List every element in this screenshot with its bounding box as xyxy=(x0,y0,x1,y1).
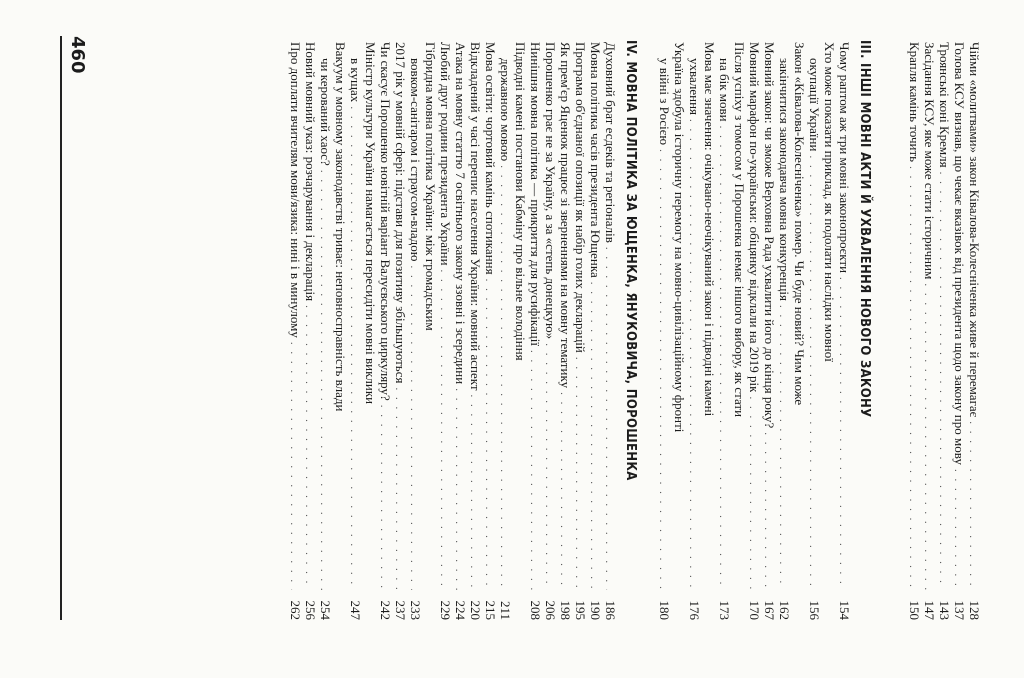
toc-entry-title: 2017 рік у мовній сфері: підстави для позитиву збільшуються xyxy=(393,42,408,384)
toc-leader-dots xyxy=(760,432,775,590)
toc-entry-title: Мовний закон: чи зможе Верховна Рада ухвалити його до кінця року? xyxy=(762,42,777,429)
toc-entry-page: 147 xyxy=(922,600,937,620)
section-title-4: IV. МОВНА ПОЛІТИКА ЗА ЮЩЕНКА, ЯНУКОВИЧА, ПОРОШЕНКА xyxy=(623,40,638,481)
toc-leader-dots xyxy=(451,388,466,590)
toc-leader-dots xyxy=(655,149,670,590)
toc-entry xyxy=(603,42,618,620)
toc-entry-page: 229 xyxy=(438,600,453,620)
toc-entry xyxy=(378,42,393,620)
toc-leader-dots xyxy=(586,282,601,590)
toc-entry-page: 237 xyxy=(393,600,408,620)
toc-entry-title: Відкладений у часі перепис населення України: мовний аспект xyxy=(468,42,483,391)
toc-entry xyxy=(762,42,777,620)
toc-list-continued xyxy=(907,42,982,620)
toc-entry xyxy=(303,42,318,620)
toc-entry-page: 208 xyxy=(528,600,543,620)
toc-entry-title: Підводні камені постанови Кабміну про вільне володіння xyxy=(513,42,528,361)
toc-entry-title: Мовний марафон по-українськи: обіцянку відклали на 2019 рік xyxy=(747,42,762,393)
toc-entry-title: Мова освіти: чортовий камінь спотикання xyxy=(483,42,498,275)
toc-entry-title: окупації України xyxy=(807,58,822,152)
toc-leader-dots xyxy=(286,342,301,590)
toc-leader-dots xyxy=(805,155,820,590)
toc-leader-dots xyxy=(436,270,451,590)
toc-entry-title: Новий мовний указ: розчарування і декларація xyxy=(303,42,318,302)
toc-leader-dots xyxy=(965,421,980,590)
toc-entry-title: Атака на мовну статтю 7 освітнього закону ззовні і зсередини xyxy=(453,42,468,385)
toc-entry-title: Мова має значення: очікувано-неочікуваний закон і підводні камені xyxy=(702,42,717,417)
section-title-3: III. ІНШІ МОВНІ АКТИ Й УХВАЛЕННЯ НОВОГО ЗАКОНУ xyxy=(857,40,872,418)
toc-leader-dots xyxy=(835,277,850,590)
toc-entry-title: закінчитися законодавча мовна конкуренція xyxy=(777,58,792,302)
toc-leader-dots xyxy=(301,305,316,590)
toc-entry xyxy=(558,42,573,620)
toc-leader-dots xyxy=(541,343,556,590)
toc-entry xyxy=(907,42,922,620)
toc-entry-page: 143 xyxy=(937,600,952,620)
toc-leader-dots xyxy=(406,265,421,590)
toc-entry xyxy=(952,42,967,620)
toc-entry-page: 162 xyxy=(777,600,792,620)
toc-entry xyxy=(438,42,453,620)
toc-leader-dots xyxy=(466,395,481,590)
toc-entry-page: 247 xyxy=(348,600,363,620)
toc-leader-dots xyxy=(571,357,586,590)
toc-entry-title: Засідання КСУ, яке може стати історичним xyxy=(922,42,937,280)
toc-entry xyxy=(453,42,468,620)
toc-entry-page: 137 xyxy=(952,600,967,620)
toc-entry-title: на бік мови xyxy=(717,58,732,122)
toc-leader-dots xyxy=(920,283,935,590)
toc-entry-title: Вакуум у мовному законодавстві триває: неповносправність влади xyxy=(333,42,348,412)
toc-entry-title: Програма об'єднаної опозиції як набір голих декларацій xyxy=(573,42,588,353)
toc-entry-title: Крапля камінь точить xyxy=(907,42,922,163)
toc-leader-dots xyxy=(685,119,700,590)
toc-entry xyxy=(922,42,937,620)
toc-entry xyxy=(717,42,732,620)
toc-entry xyxy=(393,42,408,620)
toc-entry-page: 150 xyxy=(907,600,922,620)
toc-entry-title: Про доплати вчителям мови/язика: нині і в минулому xyxy=(288,42,303,338)
toc-leader-dots xyxy=(950,469,965,590)
toc-entry xyxy=(967,42,982,620)
toc-entry-title: ухвалення xyxy=(687,58,702,116)
toc-entry-title: Чому раптом аж три мовні законопроєкти xyxy=(837,42,852,274)
toc-entry-title: Гібридна мовна політика України: між громадським xyxy=(423,42,438,331)
toc-entry xyxy=(483,42,498,620)
toc-entry-page: 242 xyxy=(378,600,393,620)
toc-entry-title: Духовний брат есдеків та регіоналів xyxy=(603,42,618,243)
toc-entry-page: 198 xyxy=(558,600,573,620)
toc-entry-page: 195 xyxy=(573,600,588,620)
toc-leader-dots xyxy=(601,247,616,590)
toc-entry-page: 186 xyxy=(603,600,618,620)
toc-leader-dots xyxy=(496,165,511,590)
toc-entry-title: Мовна політика часів президента Ющенка xyxy=(588,42,603,278)
toc-leader-dots xyxy=(935,172,950,590)
page-number: 460 xyxy=(67,36,88,74)
toc-leader-dots xyxy=(715,126,730,590)
toc-entry-title: Закон «Ківалова-Колесніченка» помер. Чи буде новий? Чим може xyxy=(792,42,807,406)
toc-entry-title: Хто може показати приклад, як подолати наслідки мовної xyxy=(822,42,837,362)
toc-entry xyxy=(318,42,333,620)
toc-entry xyxy=(588,42,603,620)
toc-entry-title: Голова КСУ визнав, що чекає вказівок від президента щодо закону про мову xyxy=(952,42,967,465)
toc-entry xyxy=(837,42,852,620)
toc-entry-title: Чи скасує Порошенко новітній варіант Валуєвського циркуляру? xyxy=(378,42,393,401)
toc-leader-dots xyxy=(775,305,790,590)
toc-leader-dots xyxy=(481,279,496,590)
toc-entry-title: чи керований хаос? xyxy=(318,58,333,166)
toc-entry-page: 262 xyxy=(288,600,303,620)
toc-list-section-4 xyxy=(288,42,618,620)
toc-leader-dots xyxy=(905,166,920,590)
toc-entry-title: Нинішня мовна політика — прикриття для русифікації xyxy=(528,42,543,346)
toc-entry xyxy=(543,42,558,620)
toc-entry xyxy=(777,42,792,620)
toc-entry-title: Міністр культури України намагається пересидіти мовні виклики xyxy=(363,42,378,405)
toc-entry-title: Троянські коні Кремля xyxy=(937,42,952,168)
toc-entry-title: в кущах xyxy=(348,58,363,103)
toc-entry-page: 233 xyxy=(408,600,423,620)
toc-entry-page: 254 xyxy=(318,600,333,620)
toc-entry-page: 167 xyxy=(762,600,777,620)
header-rule xyxy=(60,36,62,620)
toc-entry xyxy=(573,42,588,620)
toc-entry-page: 220 xyxy=(468,600,483,620)
toc-entry-page: 156 xyxy=(807,600,822,620)
toc-entry-page: 224 xyxy=(453,600,468,620)
toc-leader-dots xyxy=(556,392,571,590)
toc-entry xyxy=(687,42,702,620)
toc-entry xyxy=(528,42,543,620)
toc-entry-title: державною мовою xyxy=(498,58,513,162)
toc-entry-title: Порошенко грає не за Україну, а за «степь донецкую» xyxy=(543,42,558,340)
toc-entry xyxy=(498,42,513,620)
toc-entry xyxy=(408,42,423,620)
toc-entry-title: Україна здобула історичну перемогу на мовно-цивілізаційному фронті xyxy=(672,42,687,433)
toc-entry xyxy=(937,42,952,620)
toc-list-section-3 xyxy=(657,42,852,620)
toc-entry-page: 180 xyxy=(657,600,672,620)
toc-entry-page: 190 xyxy=(588,600,603,620)
toc-entry-page: 211 xyxy=(498,600,513,620)
toc-entry-title: Після успіху з томосом у Порошенка немає іншого вибору, як стати xyxy=(732,42,747,418)
toc-entry-page: 215 xyxy=(483,600,498,620)
toc-entry-page: 206 xyxy=(543,600,558,620)
toc-entry xyxy=(468,42,483,620)
toc-leader-dots xyxy=(346,106,361,590)
toc-entry-page: 170 xyxy=(747,600,762,620)
toc-entry-page: 176 xyxy=(687,600,702,620)
toc-entry-title: Любий друг родини президента України xyxy=(438,42,453,266)
toc-leader-dots xyxy=(391,387,406,590)
toc-entry xyxy=(657,42,672,620)
toc-leader-dots xyxy=(316,170,331,590)
toc-entry xyxy=(807,42,822,620)
toc-entry-title: Як прем'єр Яценюк працює зі зверненнями на мовну тематику xyxy=(558,42,573,389)
toc-entry-title: у війні з Росією xyxy=(657,58,672,146)
toc-leader-dots xyxy=(376,405,391,590)
toc-entry xyxy=(747,42,762,620)
toc-entry xyxy=(348,42,363,620)
toc-entry-title: вовком-санітаром і страусом-владою xyxy=(408,58,423,262)
toc-leader-dots xyxy=(526,350,541,590)
toc-entry xyxy=(288,42,303,620)
toc-entry-title: Чійми «молитвами» закон Ківалова-Колесніченка живе й перемагає xyxy=(967,42,982,418)
toc-leader-dots xyxy=(745,396,760,590)
toc-entry-page: 154 xyxy=(837,600,852,620)
toc-entry-page: 256 xyxy=(303,600,318,620)
toc-entry-page: 128 xyxy=(967,600,982,620)
toc-entry-page: 173 xyxy=(717,600,732,620)
